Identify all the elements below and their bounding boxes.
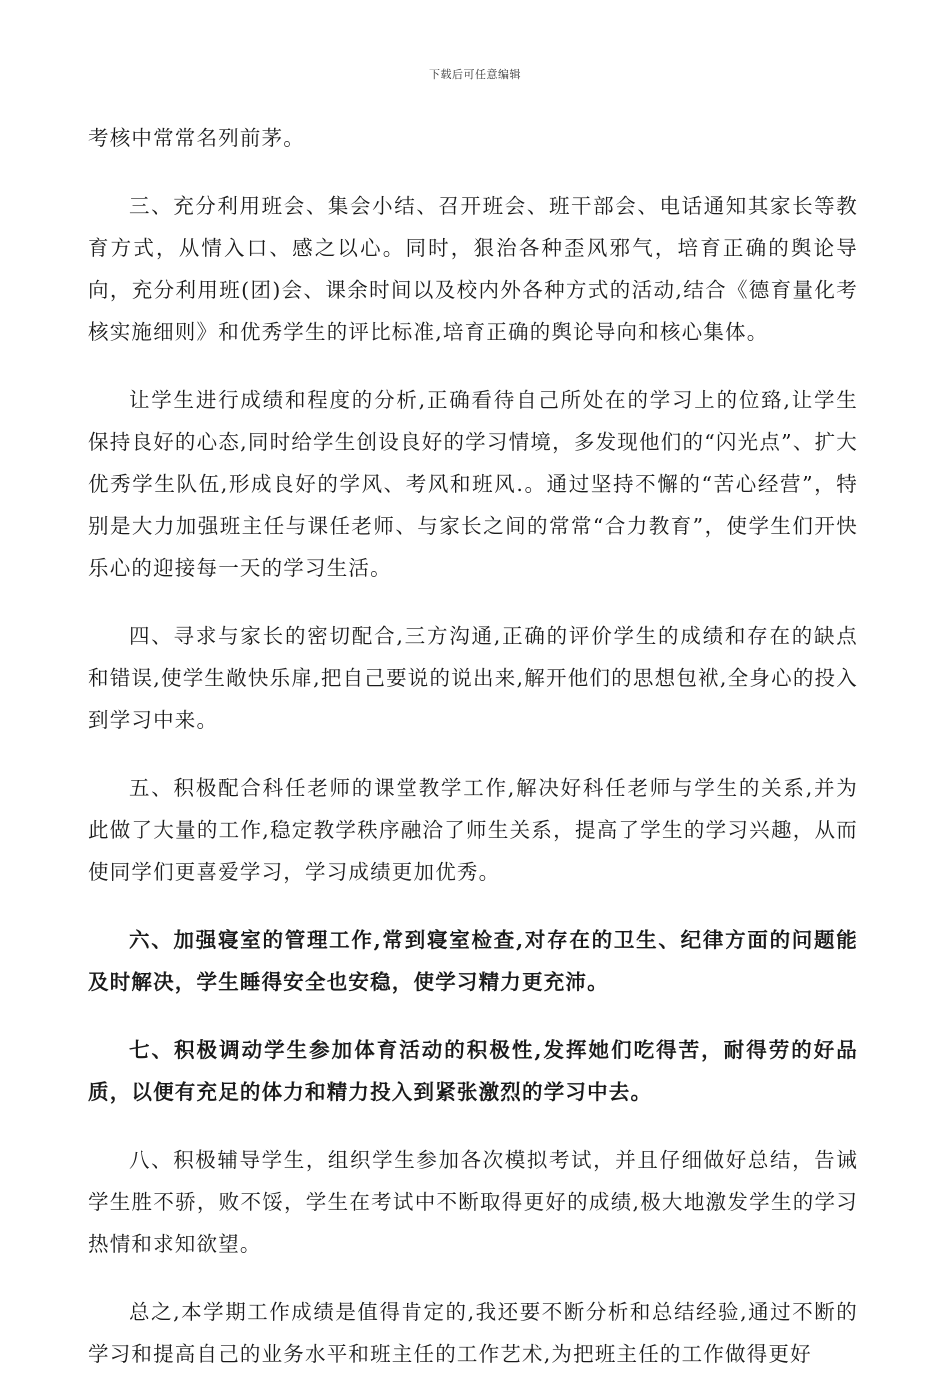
paragraph-section-4: 四、寻求与家长的密切配合,三方沟通,正确的评价学生的成绩和存在的缺点和错误,使学生敞快乐扉,把自己要说的说出来,解开他们的思想包袱,全身心的投入到学习中来。 — [88, 624, 858, 732]
paragraph-student-analysis: 让学生进行成绩和程度的分析,正确看待自己所处在的学习上的位臵,让学生保持良好的心态,同时给学生创设良好的学习情境，多发现他们的“闪光点”、扩大优秀学生队伍,形成良好的学风、考风和班风.。通过坚持不懈的“苦心经营”，特别是大力加强班主任与课任老师、与家长之间的常常“合力教育”，使学生们开快乐心的迎接每一天的学习生活。 — [88, 388, 858, 580]
paragraph-section-3: 三、充分利用班会、集会小结、召开班会、班干部会、电话通知其家长等教育方式，从情入口、感之以心。同时，狠治各种歪风邪气，培育正确的舆论导向，充分利用班(团)会、课余时间以及校内外各种方式的活动,结合《德育量化考核实施细则》和优秀学生的评比标准,培育正确的舆论导向和核心集体。 — [88, 194, 858, 344]
paragraph-continuation: 考核中常常名列前茅。 — [88, 126, 305, 150]
paragraph-section-8: 八、积极辅导学生，组织学生参加各次模拟考试，并且仔细做好总结，告诫学生胜不骄，败不馁，学生在考试中不断取得更好的成绩,极大地激发学生的学习热情和求知欲望。 — [88, 1148, 858, 1256]
page-header: 下载后可任意编辑 — [429, 68, 521, 81]
document-body — [88, 117, 858, 1375]
paragraph-section-5: 五、积极配合科任老师的课堂教学工作,解决好科任老师与学生的关系,并为此做了大量的工作,稳定教学秩序融洽了师生关系，提高了学生的学习兴趣，从而使同学们更喜爱学习，学习成绩更加优秀。 — [88, 776, 858, 884]
paragraph-summary: 总之,本学期工作成绩是值得肯定的,我还要不断分析和总结经验,通过不断的学习和提高自己的业务水平和班主任的工作艺术,为把班主任的工作做得更好 — [88, 1300, 858, 1366]
paragraph-section-6: 六、加强寝室的管理工作,常到寝室检查,对存在的卫生、纪律方面的问题能及时解决，学生睡得安全也安稳，使学习精力更充沛。 — [88, 928, 858, 994]
paragraph-section-7: 七、积极调动学生参加体育活动的积极性,发挥她们吃得苦，耐得劳的好品质，以便有充足的体力和精力投入到紧张激烈的学习中去。 — [88, 1038, 858, 1104]
